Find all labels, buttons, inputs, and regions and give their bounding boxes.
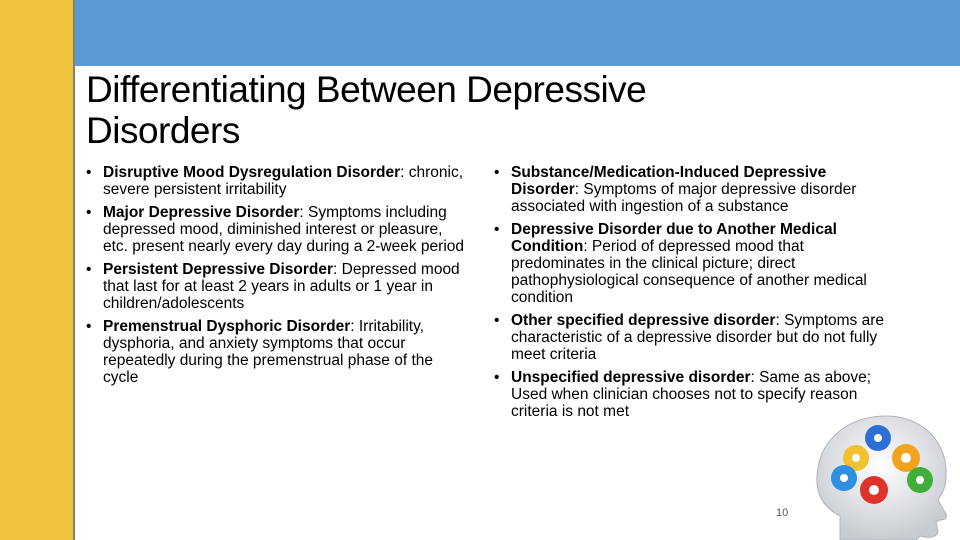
right-column [494,164,886,426]
list-item: • Premenstrual Dysphoric Disorder: Irritability, dysphoria, and anxiety symptoms that occur repeatedly during the premenstrual phase of the cycle [86,318,434,386]
list-item: • Major Depressive Disorder: Symptoms including depressed mood, diminished interest or pleasure, etc. present nearly every day during a 2-week period [86,204,465,255]
item-term: Persistent Depressive Disorder [103,261,334,278]
list-item: • Substance/Medication-Induced Depressive Disorder: Symptoms of major depressive disorder associated with ingestion of a substance [494,164,857,215]
item-term: Disruptive Mood Dysregulation Disorder [103,164,401,181]
page-number: 10 [776,507,789,519]
left-accent-bar [0,0,73,540]
item-term: Major Depressive Disorder [103,204,300,221]
vertical-divider [73,0,75,540]
list-item: • Unspecified depressive disorder: Same as above; Used when clinician chooses not to specify reason criteria is not met [494,369,872,420]
item-term: Substance/Medication-Induced Depressive Disorder [511,164,827,198]
list-item: • Other specified depressive disorder: Symptoms are characteristic of a depressive disorder but do not fully meet criteria [494,312,884,363]
item-desc: : Period of depressed mood that predominates in the clinical picture; direct pathophysiological consequence of another medical condition [511,238,867,306]
item-desc: : chronic, severe persistent irritability [103,164,464,198]
item-desc: : Depressed mood that last for at least 2 years in adults or 1 year in children/adolescents [103,261,460,312]
list-item: • Persistent Depressive Disorder: Depressed mood that last for at least 2 years in adults or 1 year in children/adolescents [86,261,460,312]
slide-title: Differentiating Between Depressive Disorders [86,69,647,151]
item-desc: : Same as above; Used when clinician chooses not to specify reason criteria is not met [511,369,872,420]
item-desc: : Symptoms of major depressive disorder associated with ingestion of a substance [511,181,857,215]
item-term: Premenstrual Dysphoric Disorder [103,318,351,335]
item-desc: : Symptoms are characteristic of a depressive disorder but do not fully meet criteria [511,312,884,363]
brain-gears-icon [800,398,960,540]
item-term: Other specified depressive disorder [511,312,776,329]
list-item: • Depressive Disorder due to Another Medical Condition: Period of depressed mood that predominates in the clinical picture; direct pathophysiological consequence of another medical condition [494,221,867,306]
top-header-band [73,0,960,66]
left-column [86,164,470,392]
item-term: Unspecified depressive disorder [511,369,751,386]
item-desc: : Symptoms including depressed mood, diminished interest or pleasure, etc. present nearly every day during a 2-week period [103,204,465,255]
item-term: Depressive Disorder due to Another Medical Condition [511,221,837,255]
item-desc: : Irritability, dysphoria, and anxiety symptoms that occur repeatedly during the premenstrual phase of the cycle [103,318,434,386]
list-item: • Disruptive Mood Dysregulation Disorder: chronic, severe persistent irritability [86,164,464,198]
